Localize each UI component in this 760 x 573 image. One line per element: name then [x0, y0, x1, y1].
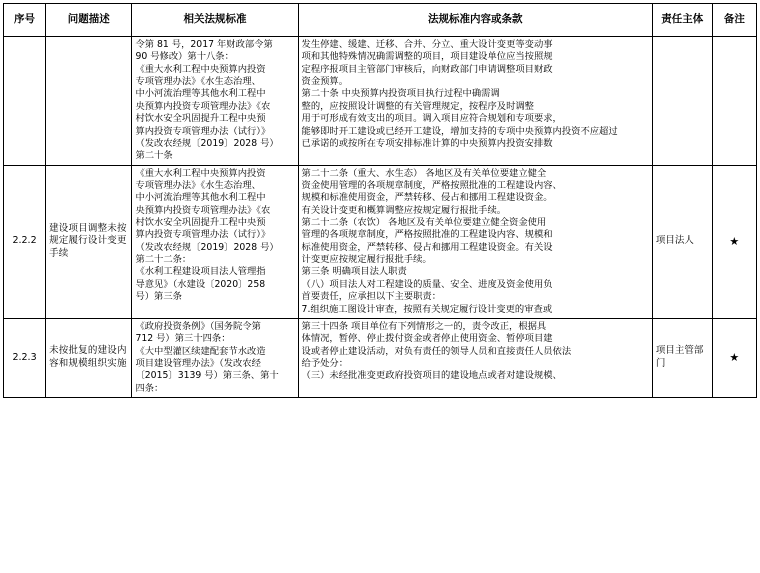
content-line: 有关设计变更和概算调整应按规定履行报批手续。: [301, 204, 507, 216]
standard-line: 《政府投资条例》（国务院令第: [135, 320, 261, 332]
content-line: （三）未经批准变更政府投资项目的建设地点或者对建设规模、: [301, 370, 562, 382]
cell-standard-content: [298, 165, 652, 318]
standard-line: 四条：: [135, 382, 164, 394]
header-responsible-party: 责任主体: [652, 4, 712, 37]
content-line: 第二十二条（重大、水生态） 各地区及有关单位要建立健全: [301, 167, 547, 179]
cell-no: 2.2.3: [4, 318, 46, 397]
standard-line: 第二十二条：: [135, 254, 192, 266]
content-line: 规模和标准使用资金，严禁转移、侵占和挪用工程建设资金。: [301, 192, 553, 204]
standard-line: 导意见》（水建设〔2020〕258: [135, 278, 266, 290]
content-line: 发生停建、缓建、迁移、合并、分立、重大设计变更等变动事: [301, 39, 553, 50]
content-line: 定程序报项目主管部门审核后，向财政部门申请调整项目财政: [301, 63, 553, 75]
content-line: 体情况，暂停、停止拨付资金或者停止使用资金、暂停项目建: [301, 333, 553, 345]
content-line: 资金预算。: [301, 76, 349, 88]
table-row: [4, 165, 757, 318]
regulation-table: [3, 3, 757, 398]
cell-no: 2.2.2: [4, 165, 46, 318]
standard-line: （发改农经规〔2019〕2028 号）: [135, 241, 279, 253]
content-line: 项和其他特殊情况确需调整的项目，项目建设单位应当按照规: [301, 51, 553, 63]
header-problem-description: 问题描述: [46, 4, 132, 37]
content-line: 第三条 明确项目法人职责: [301, 266, 407, 278]
table-header-row: [4, 4, 757, 37]
content-line: 第二十二条（农饮） 各地区及有关单位要建立健全资金使用: [301, 217, 547, 229]
standard-line: 《水利工程建设项目法人管理指: [135, 266, 266, 278]
cell-remark: [712, 37, 756, 166]
cell-remark: ★: [712, 165, 756, 318]
header-related-standards: 相关法规标准: [132, 4, 298, 37]
standard-line: 项目建设管理办法》（发改农经: [135, 357, 261, 369]
content-line: 资金使用管理的各项规章制度，严格按照批准的工程建设内容、: [301, 179, 562, 191]
content-line: 标准使用资金，严禁转移、侵占和挪用工程建设资金。有关设: [301, 241, 553, 253]
standard-line: 中小河流治理等其他水利工程中: [135, 88, 266, 100]
standard-line: （发改农经规〔2019〕2028 号）: [135, 137, 279, 149]
standard-line: 令第 81 号，2017 年财政部令第: [135, 39, 273, 50]
standard-line: 90 号修改）第十八条：: [135, 51, 234, 63]
content-line: 能够即时开工建设或已经开工建设，增加支持的专项中央预算内投资不应超过: [301, 125, 618, 137]
cell-problem-description: 未按批复的建设内容和规模组织实施: [46, 318, 132, 397]
cell-responsible-party: 项目法人: [652, 165, 712, 318]
cell-problem-description: 建设项目调整未按规定履行设计变更手续: [46, 165, 132, 318]
content-line: 7.组织施工图设计审查，按照有关规定履行设计变更的审查或: [301, 303, 553, 315]
standard-line: 号）第三条: [135, 291, 182, 303]
standard-line: 央预算内投资专项管理办法》《农: [135, 100, 271, 112]
cell-standard-content: [298, 37, 652, 166]
content-line: （八）项目法人对工程建设的质量、安全、进度及资金使用负: [301, 278, 553, 290]
cell-responsible-party: [652, 37, 712, 166]
content-line: 第三十四条 项目单位有下列情形之一的，责令改正，根据具: [301, 320, 547, 332]
content-line: 给予处分：: [301, 357, 349, 369]
standard-line: 算内投资专项管理办法（试行）》: [135, 229, 271, 241]
content-line: 首要责任，应承担以下主要职责：: [301, 291, 441, 303]
cell-related-standards: [132, 318, 298, 397]
content-line: 第二十条 中央预算内投资项目执行过程中确需调: [301, 88, 500, 100]
cell-problem-description: [46, 37, 132, 166]
standard-line: 中小河流治理等其他水利工程中: [135, 192, 266, 204]
standard-line: 算内投资专项管理办法（试行）》: [135, 125, 271, 137]
cell-remark: ★: [712, 318, 756, 397]
cell-standard-content: [298, 318, 652, 397]
content-line: 计变更应按规定履行报批手续。: [301, 254, 432, 266]
cell-related-standards: [132, 37, 298, 166]
cell-related-standards: [132, 165, 298, 318]
header-standard-content: 法规标准内容或条款: [298, 4, 652, 37]
content-line: 已承诺的或按所在专项安排标准计算的中央预算内投资安排数: [301, 137, 553, 149]
header-remark: 备注: [712, 4, 756, 37]
content-line: 整的，应按照设计调整的有关管理规定，按程序及时调整: [301, 100, 534, 112]
standard-line: 第二十条: [135, 150, 173, 162]
table-row: [4, 37, 757, 166]
table-row: [4, 318, 757, 397]
standard-line: 《重大水利工程中央预算内投资: [135, 167, 266, 179]
content-line: 用于可形成有效支出的项目。调入项目应符合规划和专项要求，: [301, 113, 562, 125]
content-line: 管理的各项规章制度，严格按照批准的工程建设内容、规模和: [301, 229, 553, 241]
header-no: 序号: [4, 4, 46, 37]
standard-line: 村饮水安全巩固提升工程中央预: [135, 217, 266, 229]
cell-responsible-party: 项目主管部门: [652, 318, 712, 397]
standard-line: 村饮水安全巩固提升工程中央预: [135, 113, 266, 125]
standard-line: 《重大水利工程中央预算内投资: [135, 63, 266, 75]
standard-line: 《大中型灌区续建配套节水改造: [135, 345, 266, 357]
standard-line: 专项管理办法》《水生态治理、: [135, 179, 261, 191]
standard-line: 〔2015〕3139 号）第三条、第十: [135, 370, 279, 382]
content-line: 设或者停止建设活动，对负有责任的领导人员和直接责任人员依法: [301, 345, 572, 357]
standard-line: 专项管理办法》《水生态治理、: [135, 76, 261, 88]
cell-no: [4, 37, 46, 166]
standard-line: 央预算内投资专项管理办法》《农: [135, 204, 271, 216]
standard-line: 712 号）第三十四条：: [135, 333, 231, 345]
